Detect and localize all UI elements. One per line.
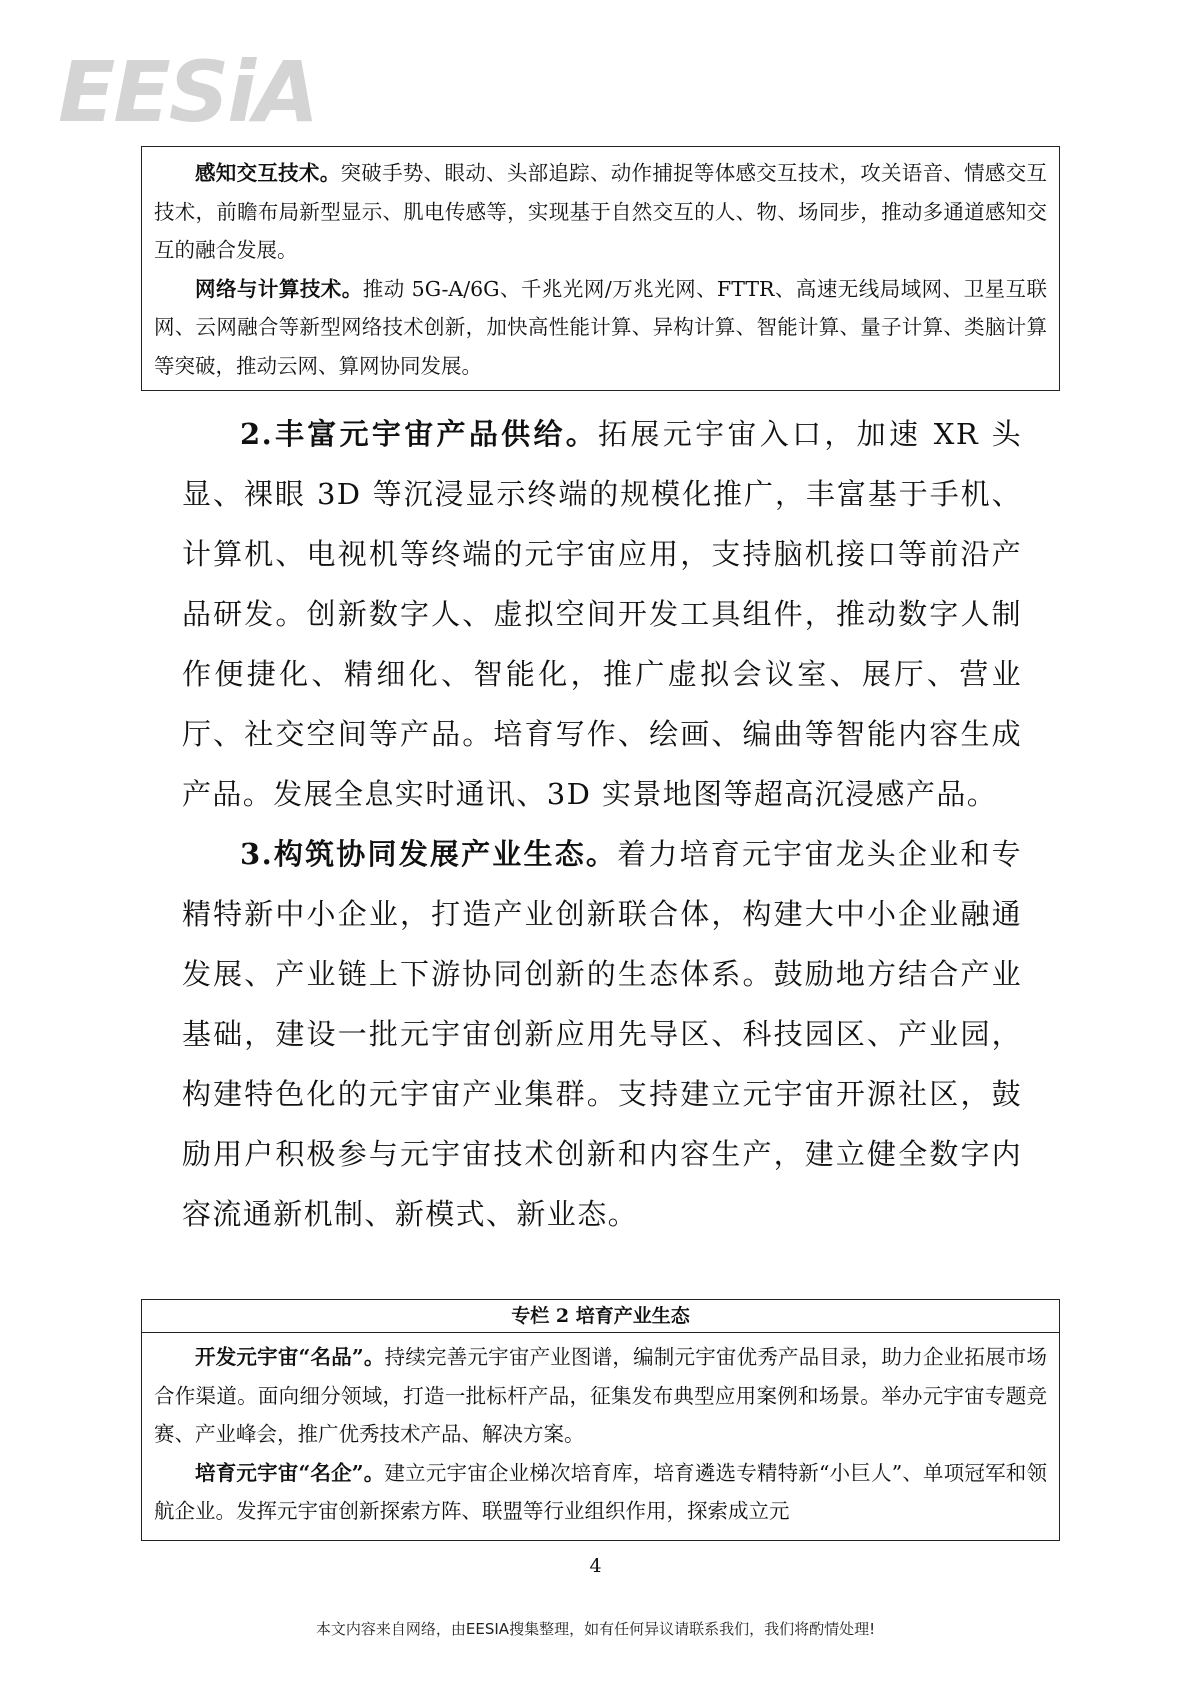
box-paragraph (154, 1454, 1047, 1531)
paragraph-lead: 开发元宇宙“名品”。 (195, 1345, 385, 1369)
paragraph-text: 推动 5G-A/6G、千兆光网/万兆光网、FTTR、高速无线局域网、卫星互联网、云网融合等新型网络技术创新，加快高性能计算、异构计算、智能计算、量子计算、类脑计算等突破，推动云网、算网协同发展。 (154, 276, 1048, 378)
box-paragraph (154, 270, 1047, 386)
paragraph-lead: 2.丰富元宇宙产品供给。 (240, 417, 599, 451)
column-body (142, 1333, 1059, 1531)
paragraph-lead: 3.构筑协同发展产业生态。 (240, 837, 618, 871)
eesia-logo: EESiA (58, 43, 318, 141)
column-title: 专栏 2 培育产业生态 (142, 1300, 1059, 1333)
paragraph-text: 拓展元宇宙入口，加速 XR 头显、裸眼 3D 等沉浸显示终端的规模化推广，丰富基于手机、计算机、电视机等终端的元宇宙应用，支持脑机接口等前沿产品研发。创新数字人、虚拟空间开发工具组件，推动数字人制作便捷化、精细化、智能化，推广虚拟会议室、展厅、营业厅、社交空间等产品。培育写作、绘画、编曲等智能内容生成产品。发展全息实时通讯、3D 实景地图等超高沉浸感产品。 (182, 417, 1022, 811)
column-2-box (141, 1299, 1060, 1541)
box-paragraph (154, 1338, 1047, 1454)
box-paragraph (154, 154, 1047, 270)
main-body (182, 404, 1022, 1244)
body-paragraph (182, 404, 1022, 824)
footer-note: 本文内容来自网络，由EESIA搜集整理，如有任何异议请联系我们，我们将酌情处理! (315, 1620, 876, 1638)
page-number: 4 (589, 1555, 602, 1577)
paragraph-lead: 网络与计算技术。 (195, 276, 363, 301)
paragraph-lead: 培育元宇宙“名企”。 (195, 1460, 385, 1485)
body-paragraph (182, 824, 1022, 1244)
paragraph-text: 建立元宇宙企业梯次培育库，培育遴选专精特新“小巨人”、单项冠军和领航企业。发挥元宇宙创新探索方阵、联盟等行业组织作用，探索成立元 (154, 1460, 1047, 1523)
tech-column-box (141, 146, 1060, 391)
paragraph-lead: 感知交互技术。 (195, 161, 341, 185)
paragraph-text: 着力培育元宇宙龙头企业和专精特新中小企业，打造产业创新联合体，构建大中小企业融通发展、产业链上下游协同创新的生态体系。鼓励地方结合产业基础，建设一批元宇宙创新应用先导区、科技园区、产业园，构建特色化的元宇宙产业集群。支持建立元宇宙开源社区，鼓励用户积极参与元宇宙技术创新和内容生产，建立健全数字内容流通新机制、新模式、新业态。 (182, 837, 1022, 1231)
paragraph-text: 持续完善元宇宙产业图谱，编制元宇宙优秀产品目录，助力企业拓展市场合作渠道。面向细分领域，打造一批标杆产品，征集发布典型应用案例和场景。举办元宇宙专题竞赛、产业峰会，推广优秀技术产品、解决方案。 (154, 1345, 1047, 1446)
paragraph-text: 突破手势、眼动、头部追踪、动作捕捉等体感交互技术，攻关语音、情感交互技术，前瞻布局新型显示、肌电传感等，实现基于自然交互的人、物、场同步，推动多通道感知交互的融合发展。 (154, 161, 1048, 262)
